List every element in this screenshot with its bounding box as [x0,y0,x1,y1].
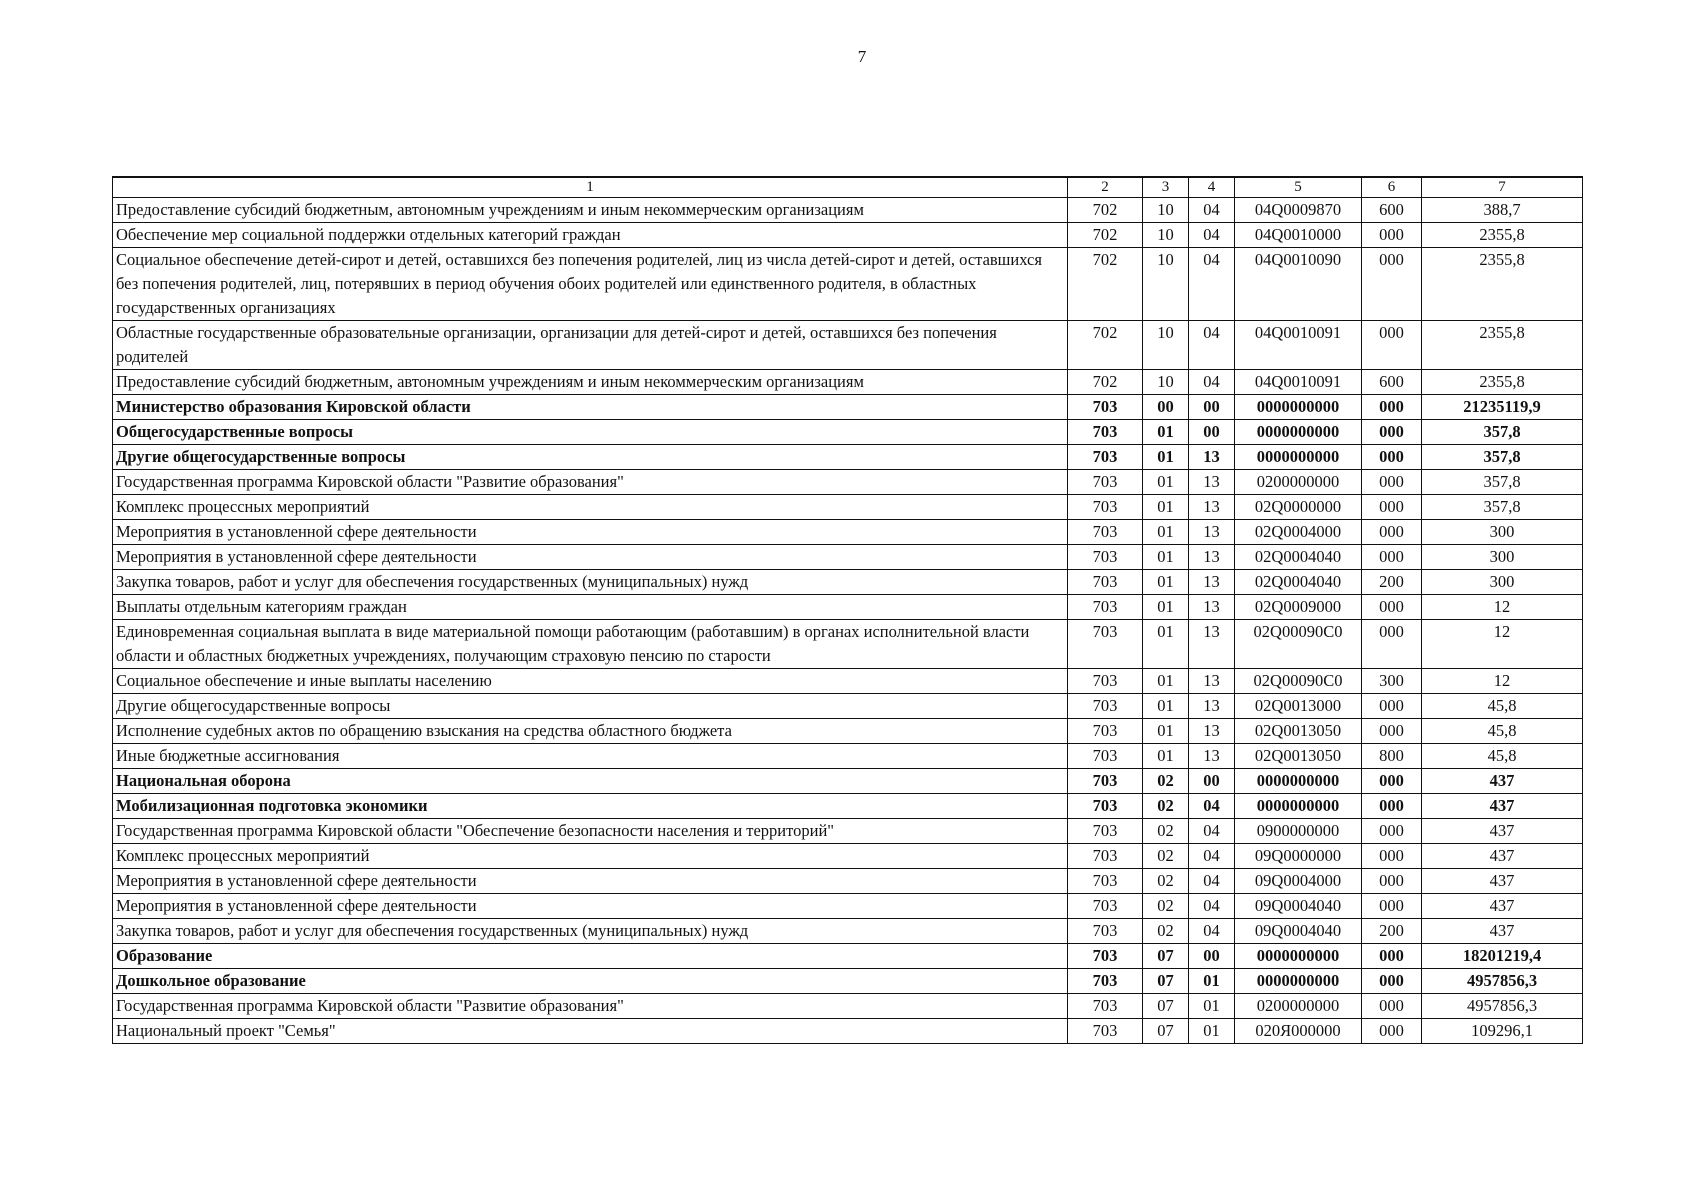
cell-target-article: 04Q0010000 [1235,223,1362,248]
table-row [113,570,1583,595]
cell-section: 07 [1143,994,1189,1019]
cell-expense-type: 000 [1362,1019,1422,1044]
cell-amount: 437 [1422,819,1583,844]
cell-subsection: 13 [1189,719,1235,744]
cell-target-article: 0000000000 [1235,769,1362,794]
cell-grbs: 703 [1068,969,1143,994]
budget-table-container [112,176,1582,1044]
cell-amount: 388,7 [1422,198,1583,223]
cell-name: Исполнение судебных актов по обращению взыскания на средства областного бюджета [113,719,1068,744]
cell-subsection: 13 [1189,620,1235,669]
cell-subsection: 04 [1189,844,1235,869]
cell-grbs: 703 [1068,1019,1143,1044]
cell-amount: 437 [1422,794,1583,819]
cell-target-article: 02Q00090C0 [1235,669,1362,694]
table-row [113,969,1583,994]
table-row [113,321,1583,370]
cell-target-article: 0000000000 [1235,794,1362,819]
table-row [113,445,1583,470]
cell-amount: 437 [1422,844,1583,869]
cell-target-article: 02Q0009000 [1235,595,1362,620]
cell-target-article: 02Q0013050 [1235,744,1362,769]
table-row [113,248,1583,321]
cell-target-article: 020Я000000 [1235,1019,1362,1044]
cell-amount: 300 [1422,520,1583,545]
cell-amount: 12 [1422,595,1583,620]
header-cell: 6 [1362,177,1422,198]
table-row [113,395,1583,420]
cell-expense-type: 300 [1362,669,1422,694]
table-body [113,198,1583,1044]
cell-section: 01 [1143,420,1189,445]
cell-name: Закупка товаров, работ и услуг для обеспечения государственных (муниципальных) нужд [113,570,1068,595]
cell-expense-type: 000 [1362,794,1422,819]
cell-subsection: 13 [1189,744,1235,769]
cell-name: Государственная программа Кировской области "Обеспечение безопасности населения и территорий" [113,819,1068,844]
cell-expense-type: 000 [1362,545,1422,570]
budget-table [112,176,1583,1044]
cell-expense-type: 000 [1362,994,1422,1019]
cell-name: Национальная оборона [113,769,1068,794]
table-row [113,794,1583,819]
cell-expense-type: 000 [1362,969,1422,994]
cell-section: 10 [1143,370,1189,395]
cell-name: Мероприятия в установленной сфере деятельности [113,894,1068,919]
table-row [113,944,1583,969]
cell-grbs: 703 [1068,420,1143,445]
cell-name: Мероприятия в установленной сфере деятельности [113,520,1068,545]
cell-grbs: 703 [1068,495,1143,520]
cell-amount: 21235119,9 [1422,395,1583,420]
cell-target-article: 02Q00090C0 [1235,620,1362,669]
cell-name: Государственная программа Кировской области "Развитие образования" [113,470,1068,495]
cell-amount: 437 [1422,869,1583,894]
cell-grbs: 702 [1068,248,1143,321]
header-cell: 1 [113,177,1068,198]
cell-grbs: 703 [1068,844,1143,869]
cell-subsection: 13 [1189,495,1235,520]
cell-section: 01 [1143,669,1189,694]
cell-amount: 12 [1422,669,1583,694]
cell-name: Иные бюджетные ассигнования [113,744,1068,769]
cell-grbs: 703 [1068,919,1143,944]
table-row [113,694,1583,719]
cell-target-article: 02Q0004040 [1235,545,1362,570]
cell-target-article: 0000000000 [1235,395,1362,420]
cell-subsection: 04 [1189,919,1235,944]
cell-expense-type: 000 [1362,894,1422,919]
cell-grbs: 703 [1068,520,1143,545]
table-row [113,620,1583,669]
cell-target-article: 09Q0000000 [1235,844,1362,869]
table-row [113,844,1583,869]
cell-section: 01 [1143,595,1189,620]
cell-expense-type: 000 [1362,595,1422,620]
cell-name: Социальное обеспечение детей-сирот и детей, оставшихся без попечения родителей, лиц из числа детей-сирот и детей, оставшихся без попечения родителей, лиц, потерявших в период обучения обоих родителей или единственного родителя, в областных государственных организациях [113,248,1068,321]
cell-subsection: 04 [1189,869,1235,894]
cell-expense-type: 000 [1362,620,1422,669]
cell-subsection: 00 [1189,395,1235,420]
cell-section: 10 [1143,248,1189,321]
header-cell: 2 [1068,177,1143,198]
cell-section: 01 [1143,545,1189,570]
header-cell: 3 [1143,177,1189,198]
cell-name: Дошкольное образование [113,969,1068,994]
cell-name: Единовременная социальная выплата в виде материальной помощи работающим (работавшим) в органах исполнительной власти области и областных бюджетных учреждениях, получающим страховую пенсию по старости [113,620,1068,669]
cell-section: 01 [1143,445,1189,470]
cell-section: 00 [1143,395,1189,420]
cell-target-article: 09Q0004040 [1235,894,1362,919]
cell-target-article: 04Q0010090 [1235,248,1362,321]
table-row [113,994,1583,1019]
cell-amount: 300 [1422,545,1583,570]
cell-expense-type: 600 [1362,370,1422,395]
cell-section: 01 [1143,470,1189,495]
cell-subsection: 04 [1189,794,1235,819]
cell-amount: 357,8 [1422,445,1583,470]
cell-name: Другие общегосударственные вопросы [113,445,1068,470]
cell-subsection: 01 [1189,1019,1235,1044]
cell-section: 07 [1143,969,1189,994]
cell-expense-type: 000 [1362,520,1422,545]
cell-subsection: 04 [1189,223,1235,248]
cell-expense-type: 000 [1362,769,1422,794]
cell-section: 02 [1143,894,1189,919]
cell-name: Комплекс процессных мероприятий [113,495,1068,520]
cell-amount: 45,8 [1422,719,1583,744]
cell-target-article: 02Q0004040 [1235,570,1362,595]
cell-target-article: 02Q0013000 [1235,694,1362,719]
cell-section: 01 [1143,570,1189,595]
cell-section: 10 [1143,198,1189,223]
table-row [113,520,1583,545]
cell-subsection: 04 [1189,894,1235,919]
table-row [113,744,1583,769]
cell-section: 02 [1143,844,1189,869]
table-row [113,1019,1583,1044]
cell-section: 07 [1143,1019,1189,1044]
cell-grbs: 702 [1068,223,1143,248]
cell-amount: 2355,8 [1422,248,1583,321]
cell-subsection: 13 [1189,570,1235,595]
cell-section: 10 [1143,321,1189,370]
cell-subsection: 13 [1189,545,1235,570]
cell-target-article: 02Q0004000 [1235,520,1362,545]
cell-expense-type: 000 [1362,470,1422,495]
table-header [113,177,1583,198]
cell-subsection: 00 [1189,769,1235,794]
cell-section: 02 [1143,919,1189,944]
cell-subsection: 04 [1189,370,1235,395]
header-row [113,177,1583,198]
table-row [113,719,1583,744]
cell-grbs: 703 [1068,470,1143,495]
table-row [113,420,1583,445]
cell-subsection: 00 [1189,420,1235,445]
cell-grbs: 702 [1068,321,1143,370]
table-row [113,894,1583,919]
cell-amount: 357,8 [1422,495,1583,520]
cell-name: Обеспечение мер социальной поддержки отдельных категорий граждан [113,223,1068,248]
cell-subsection: 04 [1189,198,1235,223]
cell-section: 02 [1143,794,1189,819]
cell-subsection: 04 [1189,321,1235,370]
cell-name: Государственная программа Кировской области "Развитие образования" [113,994,1068,1019]
cell-section: 10 [1143,223,1189,248]
cell-grbs: 703 [1068,669,1143,694]
cell-section: 01 [1143,520,1189,545]
cell-grbs: 703 [1068,719,1143,744]
cell-expense-type: 200 [1362,570,1422,595]
cell-amount: 300 [1422,570,1583,595]
cell-name: Образование [113,944,1068,969]
cell-expense-type: 000 [1362,869,1422,894]
cell-subsection: 13 [1189,595,1235,620]
cell-target-article: 0900000000 [1235,819,1362,844]
cell-amount: 2355,8 [1422,321,1583,370]
cell-grbs: 703 [1068,620,1143,669]
cell-expense-type: 000 [1362,223,1422,248]
cell-name: Мероприятия в установленной сфере деятельности [113,545,1068,570]
table-row [113,495,1583,520]
cell-target-article: 0200000000 [1235,470,1362,495]
cell-target-article: 0000000000 [1235,944,1362,969]
table-row [113,545,1583,570]
table-row [113,669,1583,694]
table-row [113,769,1583,794]
cell-grbs: 703 [1068,570,1143,595]
cell-amount: 109296,1 [1422,1019,1583,1044]
table-row [113,595,1583,620]
cell-section: 01 [1143,694,1189,719]
cell-section: 01 [1143,620,1189,669]
cell-target-article: 09Q0004000 [1235,869,1362,894]
cell-amount: 357,8 [1422,470,1583,495]
cell-expense-type: 200 [1362,919,1422,944]
cell-amount: 437 [1422,919,1583,944]
table-row [113,370,1583,395]
cell-grbs: 703 [1068,994,1143,1019]
cell-grbs: 703 [1068,445,1143,470]
cell-expense-type: 000 [1362,395,1422,420]
cell-name: Общегосударственные вопросы [113,420,1068,445]
cell-name: Областные государственные образовательные организации, организации для детей-сирот и детей, оставшихся без попечения родителей [113,321,1068,370]
cell-subsection: 13 [1189,669,1235,694]
cell-grbs: 703 [1068,395,1143,420]
cell-target-article: 04Q0010091 [1235,370,1362,395]
cell-name: Выплаты отдельным категориям граждан [113,595,1068,620]
cell-expense-type: 600 [1362,198,1422,223]
cell-subsection: 13 [1189,470,1235,495]
cell-subsection: 04 [1189,819,1235,844]
cell-target-article: 02Q0000000 [1235,495,1362,520]
cell-grbs: 703 [1068,869,1143,894]
cell-amount: 4957856,3 [1422,969,1583,994]
cell-grbs: 703 [1068,794,1143,819]
cell-subsection: 01 [1189,994,1235,1019]
cell-section: 07 [1143,944,1189,969]
table-row [113,223,1583,248]
cell-name: Национальный проект "Семья" [113,1019,1068,1044]
table-row [113,869,1583,894]
cell-name: Комплекс процессных мероприятий [113,844,1068,869]
page-number: 7 [857,47,867,66]
cell-target-article: 04Q0010091 [1235,321,1362,370]
cell-expense-type: 000 [1362,445,1422,470]
header-cell: 7 [1422,177,1583,198]
cell-target-article: 02Q0013050 [1235,719,1362,744]
cell-amount: 437 [1422,894,1583,919]
cell-expense-type: 000 [1362,321,1422,370]
cell-section: 01 [1143,744,1189,769]
cell-expense-type: 000 [1362,420,1422,445]
cell-expense-type: 000 [1362,944,1422,969]
cell-amount: 4957856,3 [1422,994,1583,1019]
cell-amount: 45,8 [1422,694,1583,719]
cell-expense-type: 000 [1362,819,1422,844]
cell-name: Мобилизационная подготовка экономики [113,794,1068,819]
cell-grbs: 703 [1068,819,1143,844]
cell-name: Предоставление субсидий бюджетным, автономным учреждениям и иным некоммерческим организациям [113,370,1068,395]
cell-subsection: 13 [1189,694,1235,719]
cell-section: 02 [1143,869,1189,894]
cell-grbs: 702 [1068,198,1143,223]
cell-section: 01 [1143,719,1189,744]
cell-target-article: 0000000000 [1235,445,1362,470]
header-cell: 4 [1189,177,1235,198]
cell-expense-type: 800 [1362,744,1422,769]
cell-grbs: 702 [1068,370,1143,395]
cell-target-article: 04Q0009870 [1235,198,1362,223]
cell-amount: 12 [1422,620,1583,669]
cell-name: Закупка товаров, работ и услуг для обеспечения государственных (муниципальных) нужд [113,919,1068,944]
cell-subsection: 13 [1189,445,1235,470]
cell-grbs: 703 [1068,894,1143,919]
cell-subsection: 00 [1189,944,1235,969]
cell-grbs: 703 [1068,694,1143,719]
cell-grbs: 703 [1068,744,1143,769]
table-row [113,470,1583,495]
cell-name: Социальное обеспечение и иные выплаты населению [113,669,1068,694]
cell-section: 02 [1143,769,1189,794]
cell-expense-type: 000 [1362,694,1422,719]
cell-expense-type: 000 [1362,495,1422,520]
cell-section: 01 [1143,495,1189,520]
cell-amount: 437 [1422,769,1583,794]
cell-name: Другие общегосударственные вопросы [113,694,1068,719]
cell-grbs: 703 [1068,769,1143,794]
cell-amount: 18201219,4 [1422,944,1583,969]
cell-subsection: 01 [1189,969,1235,994]
cell-grbs: 703 [1068,944,1143,969]
cell-name: Мероприятия в установленной сфере деятельности [113,869,1068,894]
cell-amount: 45,8 [1422,744,1583,769]
cell-amount: 2355,8 [1422,370,1583,395]
cell-target-article: 09Q0004040 [1235,919,1362,944]
cell-subsection: 04 [1189,248,1235,321]
cell-amount: 2355,8 [1422,223,1583,248]
table-row [113,919,1583,944]
cell-grbs: 703 [1068,595,1143,620]
cell-expense-type: 000 [1362,719,1422,744]
cell-grbs: 703 [1068,545,1143,570]
cell-target-article: 0200000000 [1235,994,1362,1019]
header-cell: 5 [1235,177,1362,198]
cell-expense-type: 000 [1362,248,1422,321]
cell-target-article: 0000000000 [1235,969,1362,994]
cell-name: Предоставление субсидий бюджетным, автономным учреждениям и иным некоммерческим организациям [113,198,1068,223]
cell-amount: 357,8 [1422,420,1583,445]
cell-expense-type: 000 [1362,844,1422,869]
cell-section: 02 [1143,819,1189,844]
cell-name: Министерство образования Кировской области [113,395,1068,420]
cell-subsection: 13 [1189,520,1235,545]
table-row [113,819,1583,844]
cell-target-article: 0000000000 [1235,420,1362,445]
table-row [113,198,1583,223]
